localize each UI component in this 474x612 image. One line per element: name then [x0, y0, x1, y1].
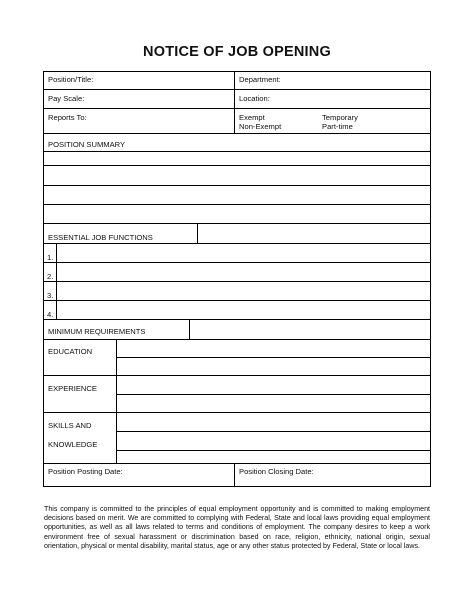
- summary-line: [43, 185, 431, 186]
- pay-scale-label: Pay Scale:: [48, 94, 85, 103]
- position-summary-heading: POSITION SUMMARY: [48, 140, 126, 149]
- reports-to-label: Reports To:: [48, 113, 87, 122]
- requirement-line: [116, 431, 431, 432]
- education-label: EDUCATION: [48, 347, 93, 356]
- location-label: Location:: [239, 94, 270, 103]
- row-divider: [43, 89, 431, 90]
- requirement-line: [116, 394, 431, 395]
- row-divider: [43, 412, 431, 413]
- row-divider: [43, 108, 431, 109]
- knowledge-label: KNOWLEDGE: [48, 440, 98, 449]
- function-number: 1.: [47, 253, 54, 262]
- row-divider: [43, 463, 431, 464]
- temporary-label: Temporary: [322, 113, 358, 122]
- non-exempt-label: Non-Exempt: [239, 122, 282, 131]
- skills-and-label: SKILLS AND: [48, 421, 92, 430]
- eeo-statement: This company is committed to the principles of equal employment opportunity and is committed to making employment decisions based on merit. We are committed to complying with Federal, State and local laws providing equal employment opportunities, as well as all laws related to terms and conditions of employment. The company desires to keep a work environment free of sexual harassment or discrimination based on race, religion, ethnicity, national origin, sexual orientation, physical or mental disability, marital status, age or any other status protected by Federal, State or local laws.: [44, 505, 430, 550]
- requirement-line: [116, 450, 431, 451]
- requirement-line: [116, 357, 431, 358]
- function-number: 2.: [47, 272, 54, 281]
- posting-date-label: Position Posting Date:: [48, 467, 123, 476]
- part-time-label: Part-time: [322, 122, 353, 131]
- row-divider: [43, 339, 431, 340]
- summary-line: [43, 204, 431, 205]
- form-top-border: [43, 71, 431, 72]
- function-line: [43, 300, 431, 301]
- function-line: [43, 281, 431, 282]
- function-line: [43, 262, 431, 263]
- function-line: [43, 319, 431, 320]
- header-cell-divider: [189, 319, 190, 339]
- minimum-requirements-heading: MINIMUM REQUIREMENTS: [48, 327, 146, 336]
- department-label: Department:: [239, 75, 281, 84]
- column-divider: [234, 71, 235, 133]
- summary-line: [43, 165, 431, 166]
- position-title-label: Position/Title:: [48, 75, 94, 84]
- form-bottom-border: [43, 486, 431, 487]
- summary-line: [43, 223, 431, 224]
- row-divider: [43, 243, 431, 244]
- function-number: 3.: [47, 291, 54, 300]
- function-number: 4.: [47, 310, 54, 319]
- experience-label: EXPERIENCE: [48, 384, 97, 393]
- header-cell-divider: [197, 223, 198, 243]
- closing-date-label: Position Closing Date:: [239, 467, 314, 476]
- row-divider: [43, 133, 431, 134]
- column-divider: [234, 463, 235, 487]
- row-divider: [43, 375, 431, 376]
- exempt-label: Exempt: [239, 113, 265, 122]
- document-title: NOTICE OF JOB OPENING: [143, 44, 331, 60]
- essential-job-functions-heading: ESSENTIAL JOB FUNCTIONS: [48, 233, 153, 242]
- row-divider: [43, 151, 431, 152]
